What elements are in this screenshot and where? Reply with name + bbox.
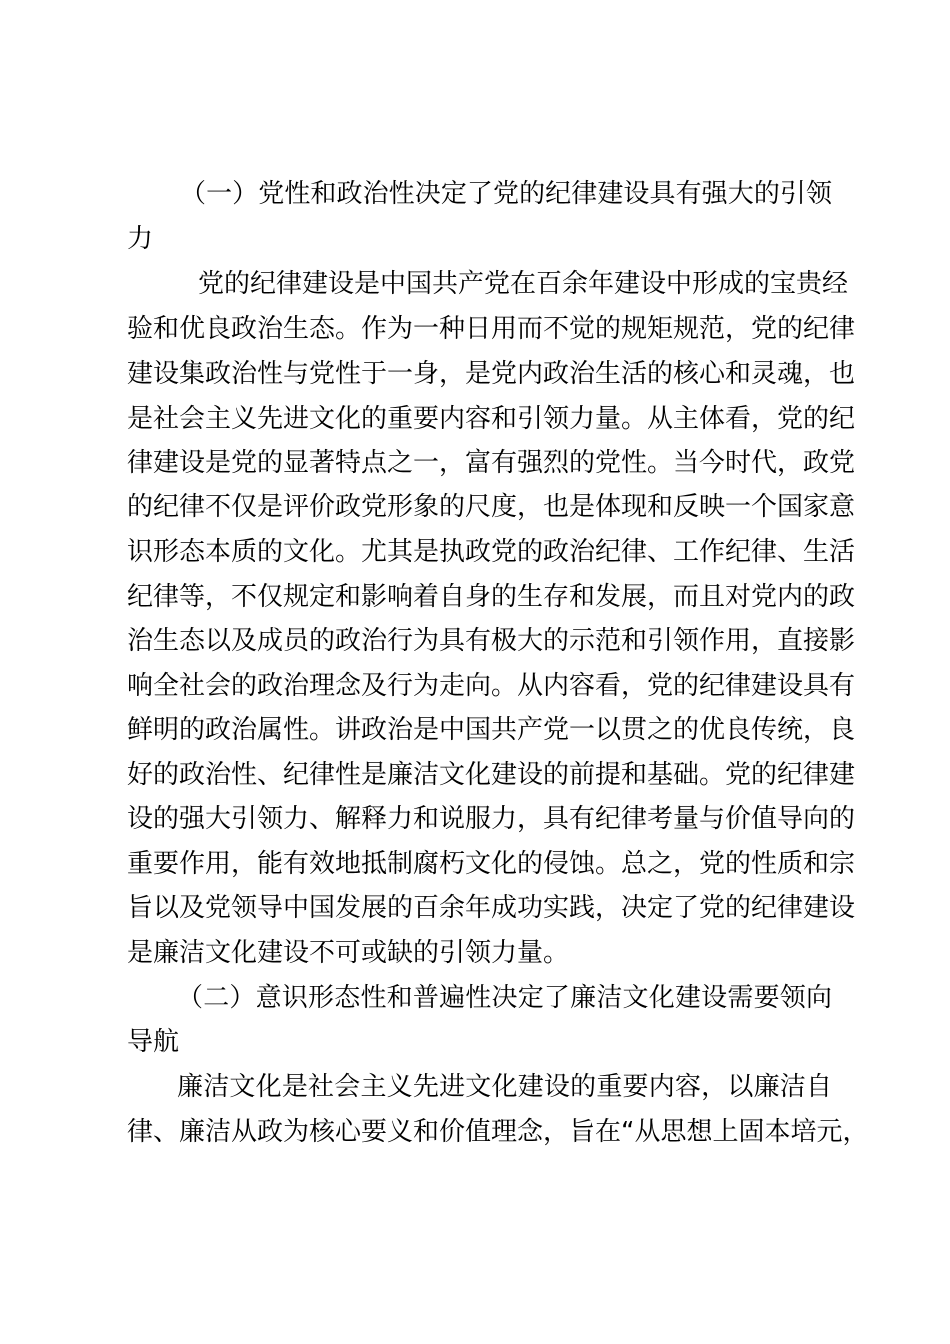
section1-paragraph-line: 建设集政治性与党性于一身，是党内政治生活的核心和灵魂，也 xyxy=(127,359,856,389)
section1-paragraph-line: 党的纪律建设是中国共产党在百余年建设中形成的宝贵经 xyxy=(198,269,849,299)
section2-paragraph-line: 律、廉洁从政为核心要义和价值理念，旨在“从思想上固本培元， xyxy=(127,1117,869,1147)
section1-paragraph-line: 响全社会的政治理念及行为走向。从内容看，党的纪律建设具有 xyxy=(127,671,856,701)
section1-paragraph-line: 的纪律不仅是评价政党形象的尺度，也是体现和反映一个国家意 xyxy=(127,492,856,522)
section1-heading-line1: （一）党性和政治性决定了党的纪律建设具有强大的引领 xyxy=(180,179,832,209)
section1-paragraph-line: 旨以及党领导中国发展的百余年成功实践，决定了党的纪律建设 xyxy=(127,893,856,923)
section1-paragraph-line: 是社会主义先进文化的重要内容和引领力量。从主体看，党的纪 xyxy=(127,404,856,434)
section1-paragraph-line: 是廉洁文化建设不可或缺的引领力量。 xyxy=(127,938,570,968)
section2-heading-line2: 导航 xyxy=(127,1027,180,1057)
section1-paragraph-line: 治生态以及成员的政治行为具有极大的示范和引领作用，直接影 xyxy=(127,626,856,656)
section1-paragraph-line: 律建设是党的显著特点之一，富有强烈的党性。当今时代，政党 xyxy=(127,448,856,478)
section1-paragraph-line: 验和优良政治生态。作为一种日用而不觉的规矩规范，党的纪律 xyxy=(127,314,856,344)
section1-paragraph-line: 重要作用，能有效地抵制腐朽文化的侵蚀。总之，党的性质和宗 xyxy=(127,849,856,879)
section2-paragraph-line: 廉洁文化是社会主义先进文化建设的重要内容，以廉洁自 xyxy=(177,1072,832,1102)
section1-paragraph-line: 鲜明的政治属性。讲政治是中国共产党一以贯之的优良传统，良 xyxy=(127,715,856,745)
section1-paragraph-line: 设的强大引领力、解释力和说服力，具有纪律考量与价值导向的 xyxy=(127,804,856,834)
section2-heading-line1: （二）意识形态性和普遍性决定了廉洁文化建设需要领向 xyxy=(177,983,832,1013)
section1-heading-line2: 力 xyxy=(127,224,154,254)
section1-paragraph-line: 纪律等，不仅规定和影响着自身的生存和发展，而且对党内的政 xyxy=(127,582,856,612)
section1-paragraph-line: 识形态本质的文化。尤其是执政党的政治纪律、工作纪律、生活 xyxy=(127,537,856,567)
section1-paragraph-line: 好的政治性、纪律性是廉洁文化建设的前提和基础。党的纪律建 xyxy=(127,760,856,790)
